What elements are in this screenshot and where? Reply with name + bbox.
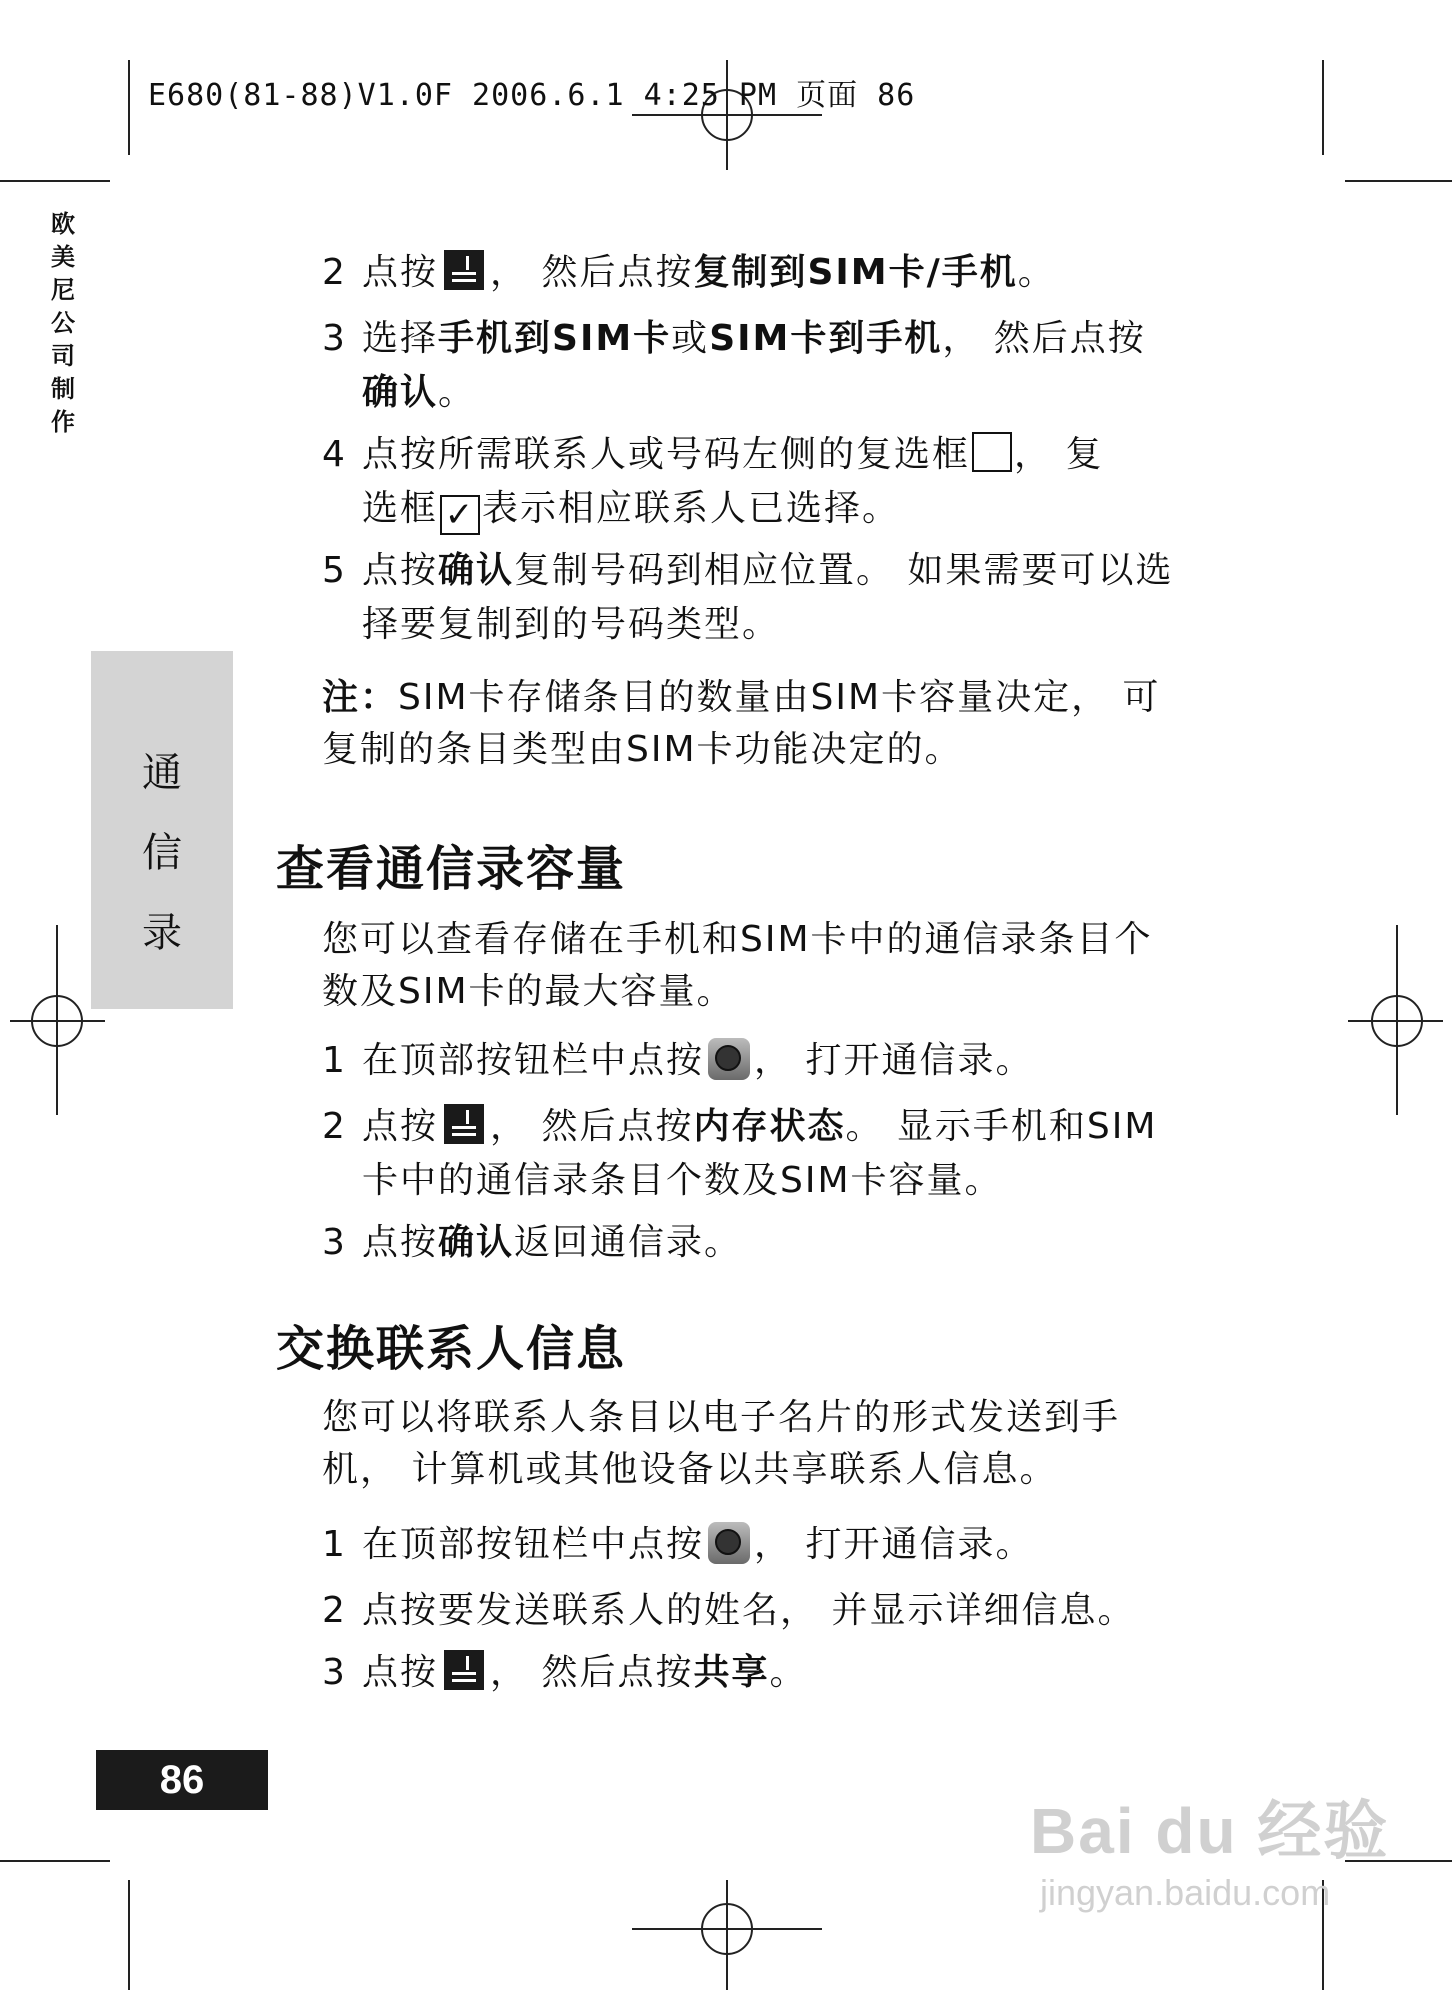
contacts-round-icon[interactable] [708,1522,750,1564]
crop-mark [128,60,130,155]
crop-mark [0,180,110,182]
registration-circle [701,1903,753,1955]
note [322,672,1172,776]
registration-circle [31,995,83,1047]
print-info: E680(81-88)V1.0F 2006.6.1 4:25 PM 页面 86 [148,78,916,113]
section-heading: 查看通信录容量 [276,841,627,897]
contacts-round-icon[interactable] [708,1038,750,1080]
note-text: SIM卡存储条目的数量由SIM卡容量决定， 可复制的条目类型由SIM卡功能决定的。 [322,677,1161,770]
section-intro: 您可以将联系人条目以电子名片的形式发送到手机， 计算机或其他设备以共享联系人信息。 [322,1397,1121,1490]
menu-list-icon[interactable] [444,1104,484,1144]
watermark-logo: Bai du 经验 [1030,1795,1390,1867]
crop-mark [128,1880,130,1990]
section-heading: 交换联系人信息 [276,1321,627,1377]
crop-mark [0,1860,110,1862]
section-intro: 您可以查看存储在手机和SIM卡中的通信录条目个数及SIM卡的最大容量。 [322,919,1153,1012]
crop-mark [1322,60,1324,155]
menu-list-icon[interactable] [444,1650,484,1690]
checkbox-checked-icon: ✓ [440,495,480,535]
watermark-url: jingyan.baidu.com [1040,1872,1331,1913]
crop-mark [1345,180,1452,182]
chapter-tab-label: 通 信 录 [142,750,182,956]
menu-list-icon[interactable] [444,250,484,290]
note-label: 注： [322,677,399,718]
vertical-company-label: 欧 美 尼 公 司 制 作 [51,210,75,436]
registration-circle [1371,995,1423,1047]
baidu-watermark [1030,1780,1389,1914]
chapter-tab [91,651,233,1009]
page-number: 86 [96,1750,268,1810]
checkbox-empty-icon [972,432,1012,472]
